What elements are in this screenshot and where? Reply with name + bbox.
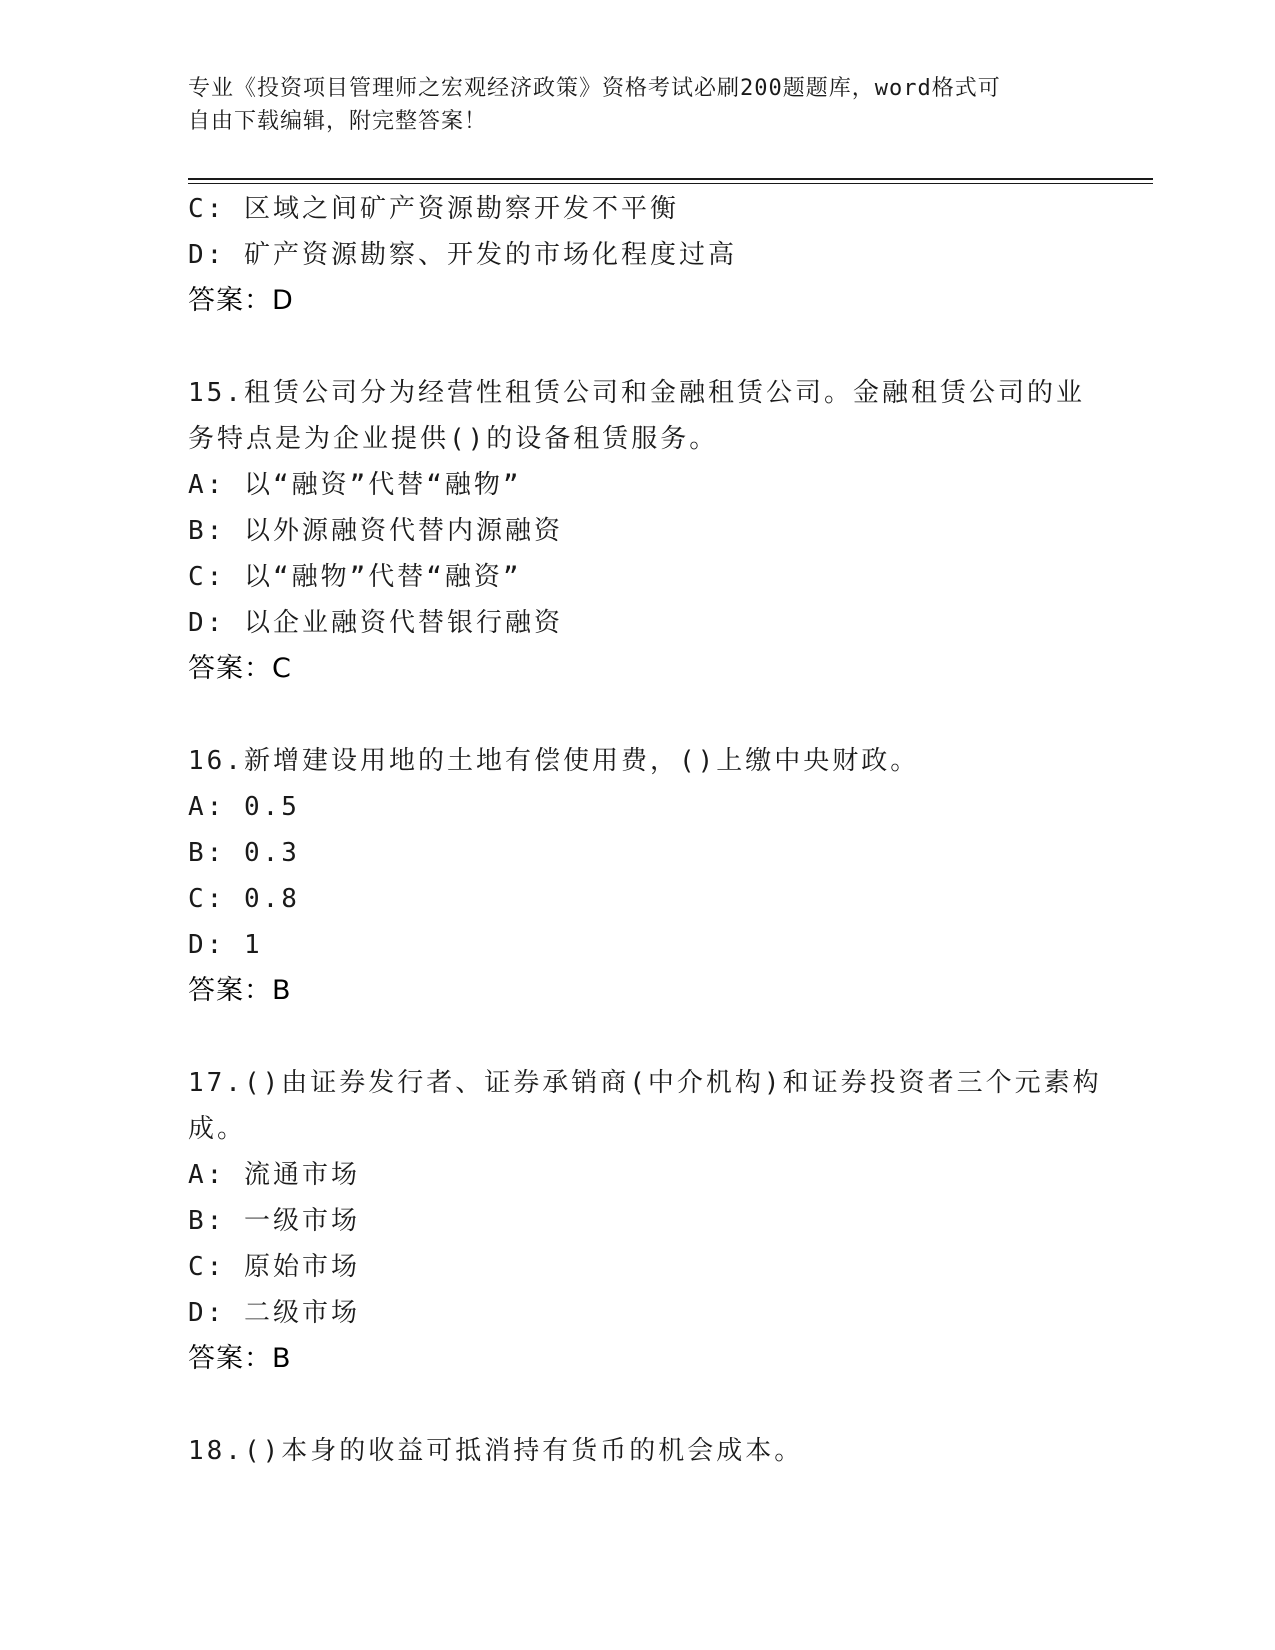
question-list: [188, 186, 1102, 1474]
question-text-line-1: 16.新增建设用地的土地有偿使用费，()上缴中央财政。: [188, 746, 920, 776]
option-a: A: 流通市场: [188, 1160, 360, 1190]
spacer: [188, 1014, 1088, 1060]
document-header: [188, 72, 1068, 138]
spacer: [188, 692, 1088, 738]
option-b: B: 0.3: [188, 838, 300, 868]
spacer: [188, 1382, 1088, 1428]
question-text-line-2: 成。: [188, 1114, 247, 1144]
option-a: A: 以“融资”代替“融物”: [188, 470, 522, 500]
option-d: D: 以企业融资代替银行融资: [188, 608, 563, 638]
option-c: C: 0.8: [188, 884, 300, 914]
answer-label: 答案：C: [188, 653, 292, 684]
header-title-line-1: 专业《投资项目管理师之宏观经济政策》资格考试必刷200题题库，word格式可: [188, 76, 1001, 101]
question-text-line-2: 务特点是为企业提供()的设备租赁服务。: [188, 424, 719, 454]
option-c: C: 区域之间矿产资源勘察开发不平衡: [188, 194, 679, 224]
question-14: [188, 186, 1088, 324]
question-text-line-1: 15.租赁公司分为经营性租赁公司和金融租赁公司。金融租赁公司的业: [188, 378, 1085, 408]
question-15: [188, 370, 1088, 692]
option-c: C: 原始市场: [188, 1252, 360, 1282]
answer-label: 答案：B: [188, 1343, 292, 1374]
question-17: [188, 1060, 1102, 1382]
option-b: B: 一级市场: [188, 1206, 360, 1236]
question-16: [188, 738, 1088, 1014]
option-d: D: 1: [188, 930, 263, 960]
option-b: B: 以外源融资代替内源融资: [188, 516, 563, 546]
option-d: D: 二级市场: [188, 1298, 360, 1328]
question-18: [188, 1428, 1088, 1474]
answer-label: 答案：D: [188, 285, 294, 316]
option-a: A: 0.5: [188, 792, 300, 822]
header-divider-thick: [188, 178, 1153, 180]
option-c: C: 以“融物”代替“融资”: [188, 562, 522, 592]
answer-label: 答案：B: [188, 975, 292, 1006]
header-divider-thin: [188, 183, 1153, 184]
question-text-line-1: 17.()由证券发行者、证券承销商(中介机构)和证券投资者三个元素构: [188, 1068, 1102, 1098]
option-d: D: 矿产资源勘察、开发的市场化程度过高: [188, 240, 737, 270]
question-text-line-1: 18.()本身的收益可抵消持有货币的机会成本。: [188, 1436, 804, 1466]
spacer: [188, 324, 1088, 370]
header-title-line-2: 自由下载编辑，附完整答案！: [188, 109, 488, 134]
